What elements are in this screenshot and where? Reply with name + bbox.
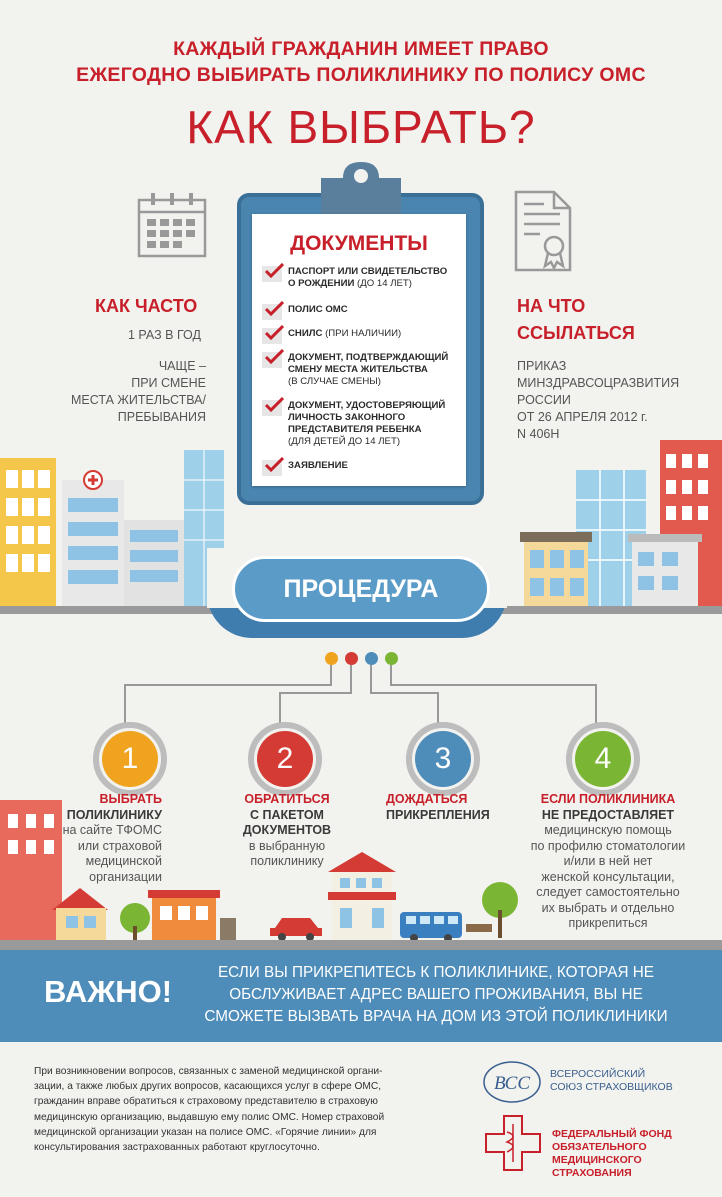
how-often-text-2: ЧАЩЕ – ПРИ СМЕНЕ МЕСТА ЖИТЕЛЬСТВА/ ПРЕБЫВАНИЯ xyxy=(70,359,206,424)
footer-text: При возникновении вопросов, связанных с заменой медицинской органи- зации, а также любых других вопросов, касающихся услуг в сфере ОМС, гражданин вправе обратиться к страховому представителю в страховую медицинскую организацию, выдавшую ему полис ОМС. Номер страховой медицинской организации указан на полисе ОМС. «Горячие линии» для консультирования застрахованных работают круглосуточно. xyxy=(34,1066,385,1154)
right-buildings xyxy=(520,440,722,615)
reference-text: ПРИКАЗ МИНЗДРАВСОЦРАЗВИТИЯ РОССИИ ОТ 26 АПРЕЛЯ 2012 г. N 406Н xyxy=(517,359,680,441)
step-number: 1 xyxy=(102,731,158,787)
step-text: ОБРАТИТЬСЯ С ПАКЕТОМ ДОКУМЕНТОВ в выбранную поликлинику xyxy=(242,792,332,868)
document-item: СНИЛС (ПРИ НАЛИЧИИ) xyxy=(262,328,462,344)
checkmark-icon xyxy=(262,460,282,476)
certificate-icon xyxy=(514,190,574,277)
dot-green xyxy=(385,652,398,665)
reference-title: НА ЧТО ССЫЛАТЬСЯ xyxy=(517,296,635,343)
headline-line-1: КАЖДЫЙ ГРАЖДАНИН ИМЕЕТ ПРАВО xyxy=(173,38,549,60)
how-often-title: КАК ЧАСТО xyxy=(95,296,198,316)
checkmark-icon xyxy=(262,304,282,320)
document-item: ПОЛИС ОМС xyxy=(262,304,462,320)
dot-blue xyxy=(365,652,378,665)
ffoms-logo-text: ФЕДЕРАЛЬНЫЙ ФОНД ОБЯЗАТЕЛЬНОГО МЕДИЦИНСКОГО СТРАХОВАНИЯ xyxy=(552,1128,672,1179)
step-number: 4 xyxy=(575,731,631,787)
important-title: ВАЖНО! xyxy=(44,974,173,1009)
ffoms-logo xyxy=(484,1114,542,1177)
step-connectors xyxy=(100,665,620,730)
how-often-text-1: 1 РАЗ В ГОД xyxy=(128,328,201,342)
checkmark-icon xyxy=(262,352,282,368)
headline-line-2: ЕЖЕГОДНО ВЫБИРАТЬ ПОЛИКЛИНИКУ ПО ПОЛИСУ ОМС xyxy=(76,64,646,86)
step-text: ДОЖДАТЬСЯ ПРИКРЕПЛЕНИЯ xyxy=(386,792,490,822)
checkmark-icon xyxy=(262,400,282,416)
step-number: 3 xyxy=(415,731,471,787)
step-number: 2 xyxy=(257,731,313,787)
checkmark-icon xyxy=(262,328,282,344)
procedure-label: ПРОЦЕДУРА xyxy=(232,556,490,622)
clipboard-clip-icon xyxy=(317,158,405,220)
left-buildings xyxy=(0,450,240,615)
documents-paper xyxy=(252,214,466,486)
step-text: ЕСЛИ ПОЛИКЛИНИКА НЕ ПРЕДОСТАВЛЯЕТ медицинскую помощь по профилю стоматологии и/или в ней нет женской консультации, следует самостоятельно их выбрать и отдельно прикрепиться xyxy=(530,792,686,930)
dot-orange xyxy=(325,652,338,665)
vss-logo xyxy=(482,1060,542,1104)
document-item: ДОКУМЕНТ, ПОДТВЕРЖДАЮЩИЙ СМЕНУ МЕСТА ЖИТЕЛЬСТВА (В СЛУЧАЕ СМЕНЫ) xyxy=(262,352,462,388)
dot-red xyxy=(345,652,358,665)
documents-title: ДОКУМЕНТЫ xyxy=(290,232,428,255)
vss-logo-mark: ВСС xyxy=(493,1073,531,1094)
checkmark-icon xyxy=(262,266,282,282)
document-item: ЗАЯВЛЕНИЕ xyxy=(262,460,462,476)
calendar-icon xyxy=(137,192,207,263)
main-question: КАК ВЫБРАТЬ? xyxy=(186,101,536,153)
important-text: ЕСЛИ ВЫ ПРИКРЕПИТЕСЬ К ПОЛИКЛИНИКЕ, КОТОРАЯ НЕ ОБСЛУЖИВАЕТ АДРЕС ВАШЕГО ПРОЖИВАНИЯ, ВЫ НЕ СМОЖЕТЕ ВЫЗВАТЬ ВРАЧА НА ДОМ ИЗ ЭТОЙ ПОЛИКЛИНИКИ xyxy=(204,964,668,1025)
step-text: ВЫБРАТЬ ПОЛИКЛИНИКУ на сайте ТФОМС или страховой медицинской организации xyxy=(62,792,162,884)
document-item: ПАСПОРТ ИЛИ СВИДЕТЕЛЬСТВО О РОЖДЕНИИ (ДО 14 ЛЕТ) xyxy=(262,266,462,290)
bottom-street xyxy=(0,800,722,955)
document-item: ДОКУМЕНТ, УДОСТОВЕРЯЮЩИЙ ЛИЧНОСТЬ ЗАКОННОГО ПРЕДСТАВИТЕЛЯ РЕБЕНКА (ДЛЯ ДЕТЕЙ ДО 14 ЛЕТ) xyxy=(262,400,462,448)
vss-logo-text: ВСЕРОССИЙСКИЙ СОЮЗ СТРАХОВЩИКОВ xyxy=(550,1068,673,1093)
